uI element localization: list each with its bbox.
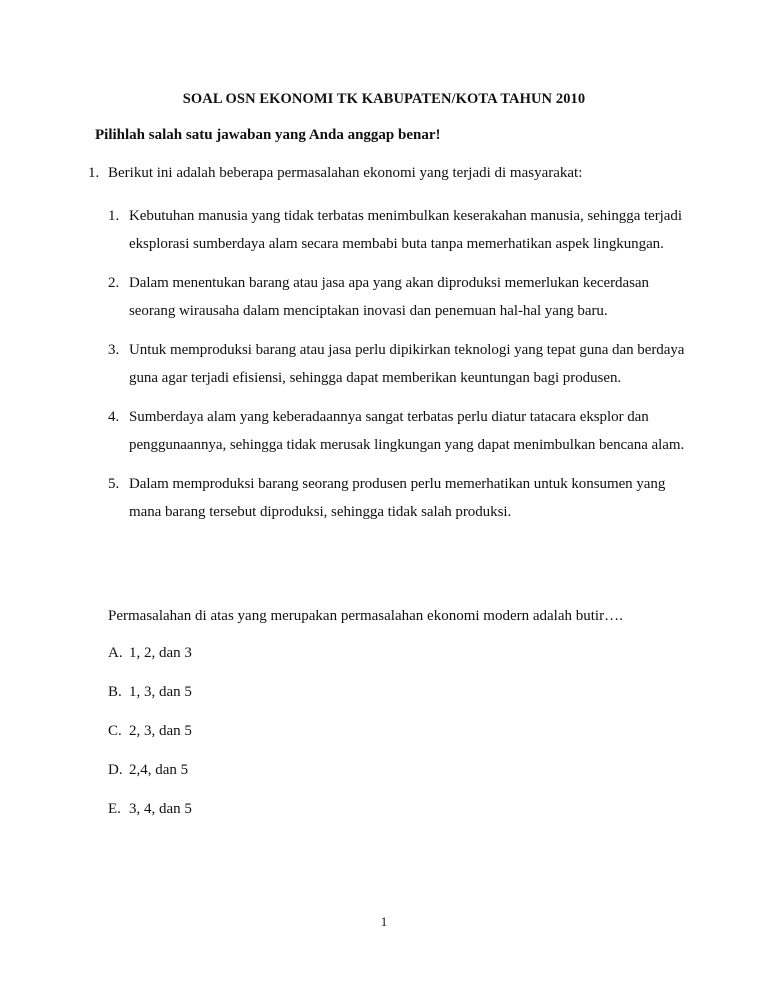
statement-text: Dalam menentukan barang atau jasa apa yang akan diproduksi memerlukan kecerdasan seorang wirausaha dalam menciptakan inovasi dan penemuan hal-hal yang baru. — [129, 275, 649, 319]
question-number: 1. — [88, 165, 100, 181]
answer-option-d — [108, 760, 192, 799]
instruction-text: Pilihlah salah satu jawaban yang Anda anggap benar! — [95, 127, 441, 143]
answer-option-a — [108, 643, 192, 682]
statement-number: 4. — [108, 409, 120, 425]
statement-text: Untuk memproduksi barang atau jasa perlu dipikirkan teknologi yang tepat guna dan berdaya guna agar terjadi efisiensi, sehingga dapat memberikan keuntungan bagi produsen. — [129, 342, 685, 386]
option-text: 1, 3, dan 5 — [129, 684, 192, 700]
statement-item — [108, 337, 688, 392]
page-number: 1 — [380, 914, 388, 929]
option-letter: A. — [108, 645, 123, 661]
statement-item — [108, 203, 688, 258]
answer-option-c — [108, 721, 192, 760]
option-text: 2,4, dan 5 — [129, 762, 189, 778]
option-text: 1, 2, dan 3 — [129, 645, 192, 661]
statement-number: 3. — [108, 342, 120, 358]
option-letter: E. — [108, 801, 121, 817]
statement-list — [108, 203, 688, 538]
question-text: Berikut ini adalah beberapa permasalahan ekonomi yang terjadi di masyarakat: — [108, 165, 583, 181]
statement-number: 1. — [108, 208, 120, 224]
answer-option-e — [108, 799, 192, 838]
answer-option-b — [108, 682, 192, 721]
statement-number: 5. — [108, 476, 120, 492]
statement-item — [108, 471, 688, 526]
statement-text: Sumberdaya alam yang keberadaannya sangat terbatas perlu diatur tatacara eksplor dan penggunaannya, sehingga tidak merusak lingkungan yang dapat menimbulkan bencana alam. — [129, 409, 685, 453]
document-title: SOAL OSN EKONOMI TK KABUPATEN/KOTA TAHUN 2010 — [182, 91, 586, 107]
question-stem — [88, 165, 582, 182]
option-text: 3, 4, dan 5 — [129, 801, 192, 817]
answer-options — [108, 643, 192, 838]
statement-item — [108, 404, 688, 459]
option-letter: C. — [108, 723, 122, 739]
statement-number: 2. — [108, 275, 120, 291]
option-letter: B. — [108, 684, 122, 700]
statement-item — [108, 270, 688, 325]
option-text: 2, 3, dan 5 — [129, 723, 192, 739]
question-prompt: Permasalahan di atas yang merupakan permasalahan ekonomi modern adalah butir…. — [108, 608, 623, 624]
statement-text: Dalam memproduksi barang seorang produsen perlu memerhatikan untuk konsumen yang mana barang tersebut diproduksi, sehingga tidak salah produksi. — [129, 476, 666, 520]
option-letter: D. — [108, 762, 123, 778]
statement-text: Kebutuhan manusia yang tidak terbatas menimbulkan keserakahan manusia, sehingga terjadi eksplorasi sumberdaya alam secara membabi buta tanpa memerhatikan aspek lingkungan. — [129, 208, 682, 252]
